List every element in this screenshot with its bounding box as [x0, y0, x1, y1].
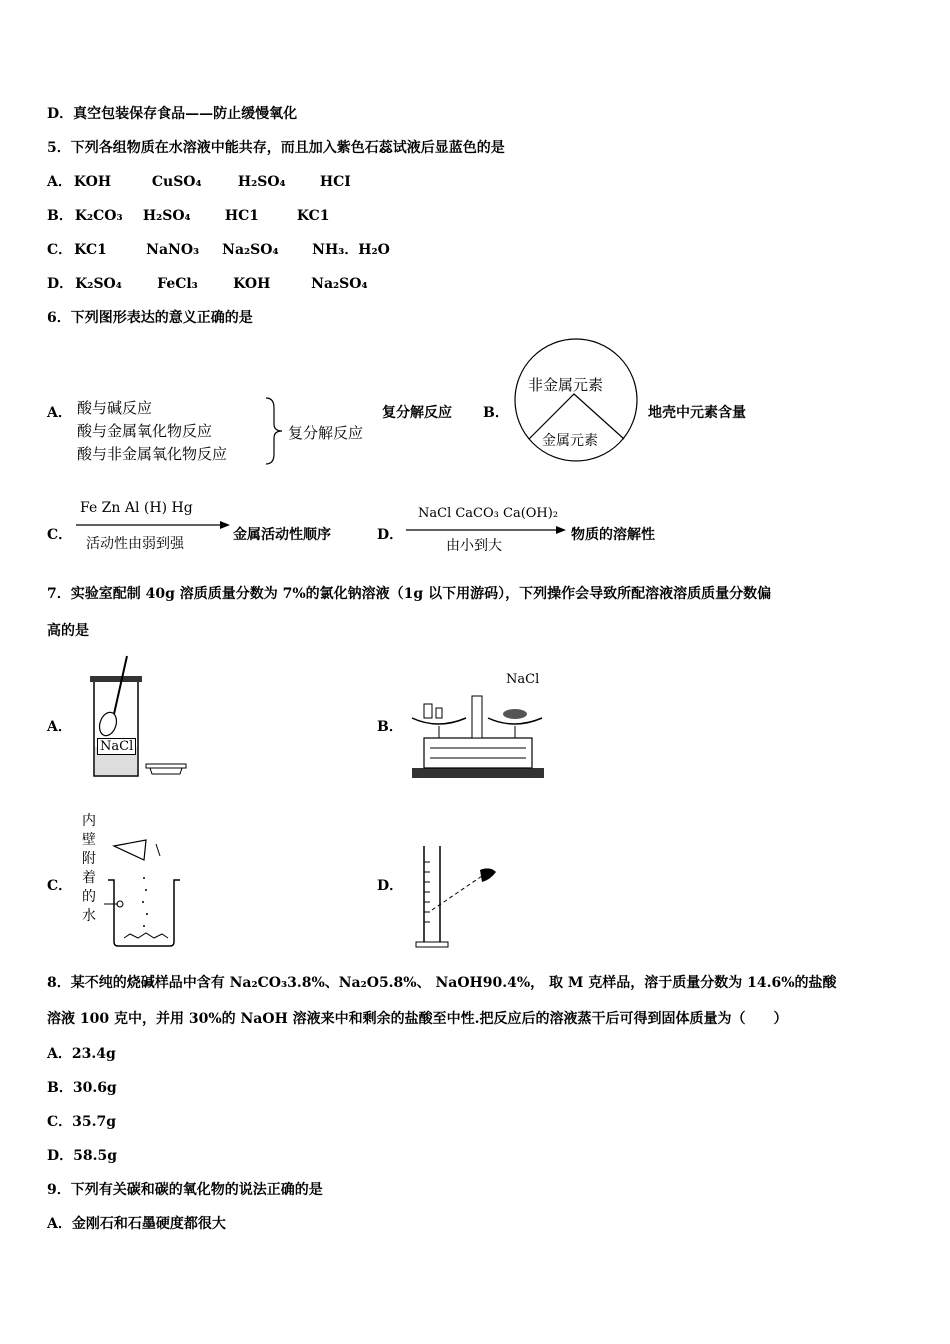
- q6-b-top-text: 非金属元素: [528, 376, 604, 394]
- q5-c-item: NH₃．H₂O: [312, 242, 390, 258]
- q5-d-item: K₂SO₄: [75, 276, 122, 292]
- q8-option-c: C．35.7g: [47, 1114, 117, 1130]
- q7-stem-line1: 7．实验室配制 40g 溶质质量分数为 7%的氯化钠溶液（1g 以下用游码），下列操作会导致所配溶液溶质质量分数偏: [47, 586, 772, 602]
- q6-a-brace-text: 复分解反应: [288, 424, 364, 442]
- q7-c-label: C．: [47, 878, 73, 894]
- q5-b-label: B．: [47, 208, 73, 224]
- q8-option-a: A．23.4g: [47, 1046, 116, 1062]
- q7-c-side-char: 着: [82, 870, 96, 886]
- beaker-illustration: [100, 838, 184, 950]
- q5-option-a: [47, 171, 351, 191]
- q6-c-caption: 金属活动性顺序: [233, 527, 331, 543]
- q5-c-item: NaNO₃: [146, 242, 200, 258]
- q6-a-line: 酸与碱反应: [77, 399, 153, 417]
- q7-b-tag: NaCl: [506, 672, 540, 687]
- q5-a-item: H₂SO₄: [237, 174, 286, 190]
- q5-c-label: C．: [47, 242, 73, 258]
- q5-a-label: A．: [47, 174, 72, 190]
- q8-option-d: D．58.5g: [47, 1148, 118, 1164]
- arrow-right-icon: [76, 519, 232, 531]
- q5-b-item: H₂SO₄: [142, 208, 191, 224]
- q7-c-side-char: 壁: [82, 832, 96, 848]
- balance-scale-illustration: [408, 690, 548, 782]
- q6-b-label: B．: [483, 405, 509, 421]
- q6-d-top: NaCl CaCO₃ Ca(OH)₂: [418, 506, 559, 521]
- q5-d-item: Na₂SO₄: [311, 276, 368, 292]
- q6-c-bottom: 活动性由弱到强: [86, 536, 184, 552]
- q5-option-b: [47, 205, 330, 225]
- q5-c-item: Na₂SO₄: [222, 242, 279, 258]
- q5-d-item: KOH: [233, 276, 271, 292]
- q5-a-item: CuSO₄: [151, 174, 202, 190]
- q6-a-diagram: [77, 397, 227, 466]
- q5-b-item: HC1: [224, 208, 259, 224]
- q6-a-line: 酸与非金属氧化物反应: [77, 445, 228, 463]
- q8-option-b: B．30.6g: [47, 1080, 117, 1096]
- q6-d-bottom: 由小到大: [446, 538, 502, 554]
- q6-d-label: D．: [377, 527, 404, 543]
- q7-c-side-char: 内: [82, 813, 96, 829]
- q5-option-c: [47, 239, 390, 259]
- q6-c-label: C．: [47, 527, 73, 543]
- q4-option-d: D．真空包装保存食品——防止缓慢氧化: [47, 106, 298, 122]
- q5-a-item: KOH: [73, 174, 112, 190]
- q5-c-item: KC1: [74, 242, 107, 258]
- q7-c-side-char: 附: [82, 851, 96, 867]
- q9-option-a: A．金刚石和石墨硬度都很大: [47, 1216, 226, 1232]
- measuring-cylinder-illustration: [410, 842, 506, 952]
- q6-d-caption: 物质的溶解性: [571, 527, 655, 543]
- q6-a-line: 酸与金属氧化物反应: [77, 422, 213, 440]
- q5-a-item: HCI: [319, 174, 351, 190]
- q7-a-label: A．: [47, 719, 72, 735]
- q8-stem-line1: 8．某不纯的烧碱样品中含有 Na₂CO₃3.8%、Na₂O5.8%、 NaOH90.4%， 取 M 克样品，溶于质量分数为 14.6%的盐酸: [47, 975, 837, 991]
- q5-d-item: FeCl₃: [157, 276, 198, 292]
- q7-b-label: B．: [377, 719, 403, 735]
- q7-c-side-char: 水: [82, 908, 96, 924]
- q5-stem: 5．下列各组物质在水溶液中能共存，而且加入紫色石蕊试液后显蓝色的是: [47, 140, 505, 156]
- reagent-jar-illustration: [80, 652, 192, 780]
- q8-stem-line2: 溶液 100 克中，并用 30%的 NaOH 溶液来中和剩余的盐酸至中性.把反应后的溶液蒸干后可得到固体质量为（ ）: [47, 1011, 788, 1027]
- q7-a-tag: NaCl: [97, 738, 136, 755]
- q5-b-item: K₂CO₃: [74, 208, 123, 224]
- q6-stem: 6．下列图形表达的意义正确的是: [47, 310, 253, 326]
- q7-stem-line2: 高的是: [47, 623, 89, 639]
- q7-c-side-text: [82, 812, 98, 926]
- q5-option-d: [47, 273, 368, 293]
- q7-d-label: D．: [377, 878, 404, 894]
- q6-b-caption: 地壳中元素含量: [648, 405, 746, 421]
- q6-a-label: A．: [47, 405, 72, 421]
- brace-icon: [262, 396, 286, 466]
- q9-stem: 9．下列有关碳和碳的氧化物的说法正确的是: [47, 1182, 323, 1198]
- q7-c-side-char: 的: [82, 889, 96, 905]
- q6-a-caption: 复分解反应: [382, 405, 452, 421]
- q5-d-label: D．: [47, 276, 74, 292]
- q6-c-top: Fe Zn Al (H) Hg: [80, 500, 193, 516]
- q5-b-item: KC1: [296, 208, 330, 224]
- q6-b-bottom-text: 金属元素: [542, 433, 598, 449]
